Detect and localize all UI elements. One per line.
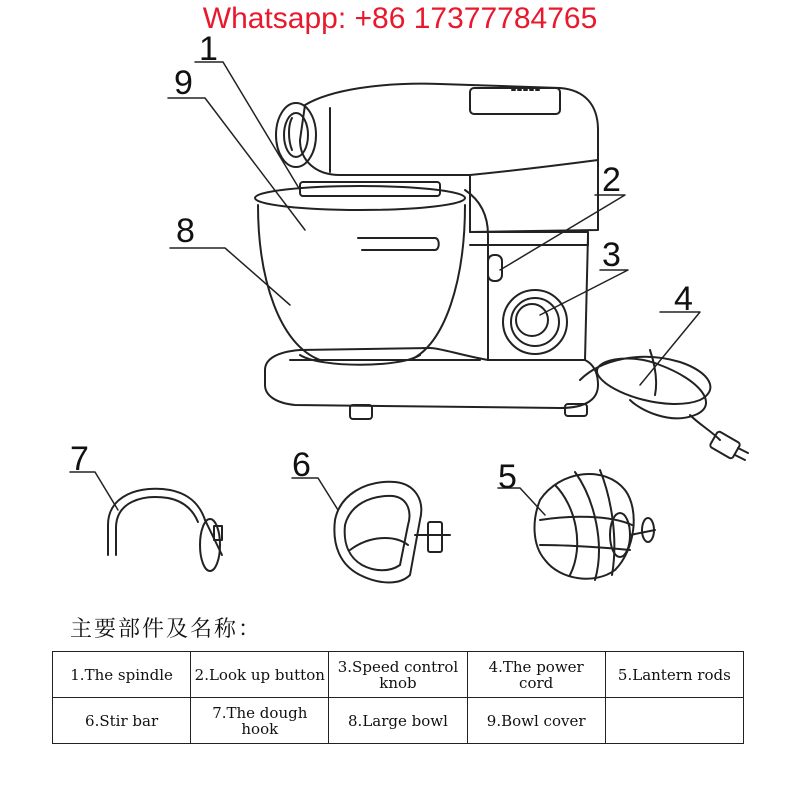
callout-2: 2 xyxy=(602,161,621,199)
table-cell: 5.Lantern rods xyxy=(605,652,743,698)
head-knob-icon xyxy=(276,103,316,167)
flat-beater-icon xyxy=(334,482,450,583)
table-cell: 4.The power cord xyxy=(467,652,605,698)
dough-hook-icon xyxy=(108,489,222,571)
table-cell: 2.Look up button xyxy=(191,652,329,698)
callout-4: 4 xyxy=(674,280,693,318)
parts-table xyxy=(52,651,744,744)
table-cell xyxy=(605,698,743,744)
watermark-text: Whatsapp: +86 17377784765 xyxy=(202,2,598,35)
table-cell: 8.Large bowl xyxy=(329,698,467,744)
bowl xyxy=(255,182,465,365)
power-cord-icon xyxy=(580,350,748,460)
callout-3: 3 xyxy=(602,236,621,274)
callout-7: 7 xyxy=(70,440,89,478)
table-cell: 7.The dough hook xyxy=(191,698,329,744)
table-cell: 3.Speed control knob xyxy=(329,652,467,698)
table-row xyxy=(53,652,744,698)
section-title: 主要部件及名称： xyxy=(70,617,263,642)
speed-knob-icon xyxy=(503,290,567,354)
callout-6: 6 xyxy=(292,446,311,484)
table-cell: 6.Stir bar xyxy=(53,698,191,744)
table-cell: 9.Bowl cover xyxy=(467,698,605,744)
callout-1: 1 xyxy=(199,30,218,68)
callout-leaders xyxy=(70,62,700,515)
table-row xyxy=(53,698,744,744)
callout-8: 8 xyxy=(176,212,195,250)
table-cell: 1.The spindle xyxy=(53,652,191,698)
whisk-icon xyxy=(535,470,655,580)
callout-9: 9 xyxy=(174,64,193,102)
callout-5: 5 xyxy=(498,458,517,496)
